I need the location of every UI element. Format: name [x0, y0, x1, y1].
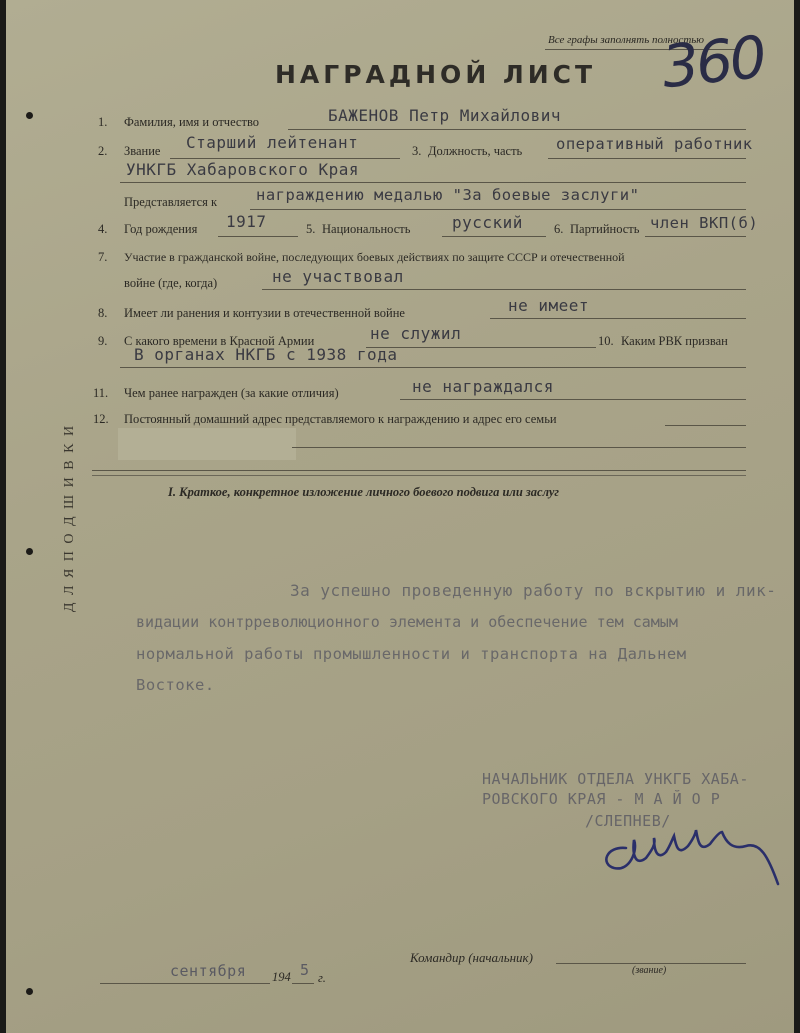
merit-text-line: Востоке.	[136, 676, 215, 694]
field-number: 12.	[93, 412, 109, 426]
date-month: сентября	[170, 962, 247, 980]
nationality-value: русский	[452, 213, 523, 232]
field-number: 8.	[98, 306, 108, 320]
nationality-label: Национальность	[322, 222, 411, 236]
army-since-value: не служил	[370, 324, 462, 343]
date-year-digit: 5	[300, 961, 310, 979]
field-number: 10.	[598, 334, 614, 348]
binding-hole	[26, 988, 33, 995]
previous-awards-value: не награждался	[412, 377, 554, 396]
birth-year-label: Год рождения	[124, 222, 198, 236]
previous-awards-label: Чем ранее награжден (за какие отличия)	[124, 386, 339, 400]
field-number: 1.	[98, 115, 108, 129]
address-label: Постоянный домашний адрес представляемого к награждению и адрес его семьи	[124, 412, 557, 426]
commander-label: Командир (начальник)	[410, 950, 533, 965]
birth-year-value: 1917	[226, 212, 267, 231]
party-value: член ВКП(б)	[650, 214, 759, 232]
rvk-label: Каким РВК призван	[621, 334, 728, 348]
merit-text-line: За успешно проведенную работу по вскрытию и лик-	[290, 581, 777, 600]
side-binding-text: Д Л Я П О Д Ш И В К И	[62, 423, 77, 613]
party-label: Партийность	[570, 222, 640, 236]
war-participation-label-2: войне (где, когда)	[124, 276, 218, 290]
field-number: 7.	[98, 250, 108, 264]
right-edge	[794, 0, 800, 1033]
army-since-label: С какого времени в Красной Армии	[124, 334, 315, 348]
presented-label: Представляется к	[124, 195, 218, 209]
rank-label: Звание	[124, 144, 161, 158]
field-number: 6.	[554, 222, 564, 236]
merit-text-line: видации контрреволюционного элемента и обеспечение тем самым	[136, 613, 678, 631]
binding-hole	[26, 112, 33, 119]
page-title: НАГРАДНОЙ ЛИСТ	[275, 60, 597, 89]
name-label: Фамилия, имя и отчество	[124, 115, 260, 129]
field-number: 9.	[98, 334, 108, 348]
field-number: 2.	[98, 144, 108, 158]
signature-line: /СЛЕПНЕВ/	[585, 812, 671, 830]
rank-caption: (звание)	[632, 965, 667, 976]
war-participation-value: не участвовал	[272, 267, 404, 286]
handwritten-signature	[596, 806, 786, 896]
service-value: В органах НКГБ с 1938 года	[134, 345, 398, 364]
wounds-value: не имеет	[508, 296, 590, 315]
position-value: оперативный работник	[556, 135, 753, 153]
field-number: 4.	[98, 222, 108, 236]
signature-line: РОВСКОГО КРАЯ - М А Й О Р	[482, 790, 721, 808]
name-value: БАЖЕНОВ Петр Михайлович	[328, 106, 562, 125]
rank-value: Старший лейтенант	[186, 133, 359, 152]
binding-hole	[26, 548, 33, 555]
position-label: Должность, часть	[428, 144, 523, 158]
left-edge	[0, 0, 6, 1033]
field-number: 5.	[306, 222, 316, 236]
sheet-number: 360	[658, 22, 767, 102]
header-note: Все графы заполнять полностью	[548, 34, 705, 46]
date-year-suffix: г.	[318, 971, 326, 985]
address-redacted	[118, 428, 296, 460]
wounds-label: Имеет ли ранения и контузии в отечественной войне	[124, 306, 405, 320]
unit-value: УНКГБ Хабаровского Края	[126, 160, 360, 179]
war-participation-label: Участие в гражданской войне, последующих боевых действиях по защите СССР и отечественной	[124, 250, 625, 264]
field-number: 3.	[412, 144, 422, 158]
field-number: 11.	[93, 386, 109, 400]
signature-line: НАЧАЛЬНИК ОТДЕЛА УНКГБ ХАБА-	[482, 770, 749, 788]
date-year-prefix: 194	[272, 970, 291, 984]
merit-text-line: нормальной работы промышленности и транспорта на Дальнем	[136, 645, 687, 663]
section-title: I. Краткое, конкретное изложение личного боевого подвига или заслуг	[168, 485, 559, 499]
presented-value: награждению медалью "За боевые заслуги"	[256, 186, 640, 204]
